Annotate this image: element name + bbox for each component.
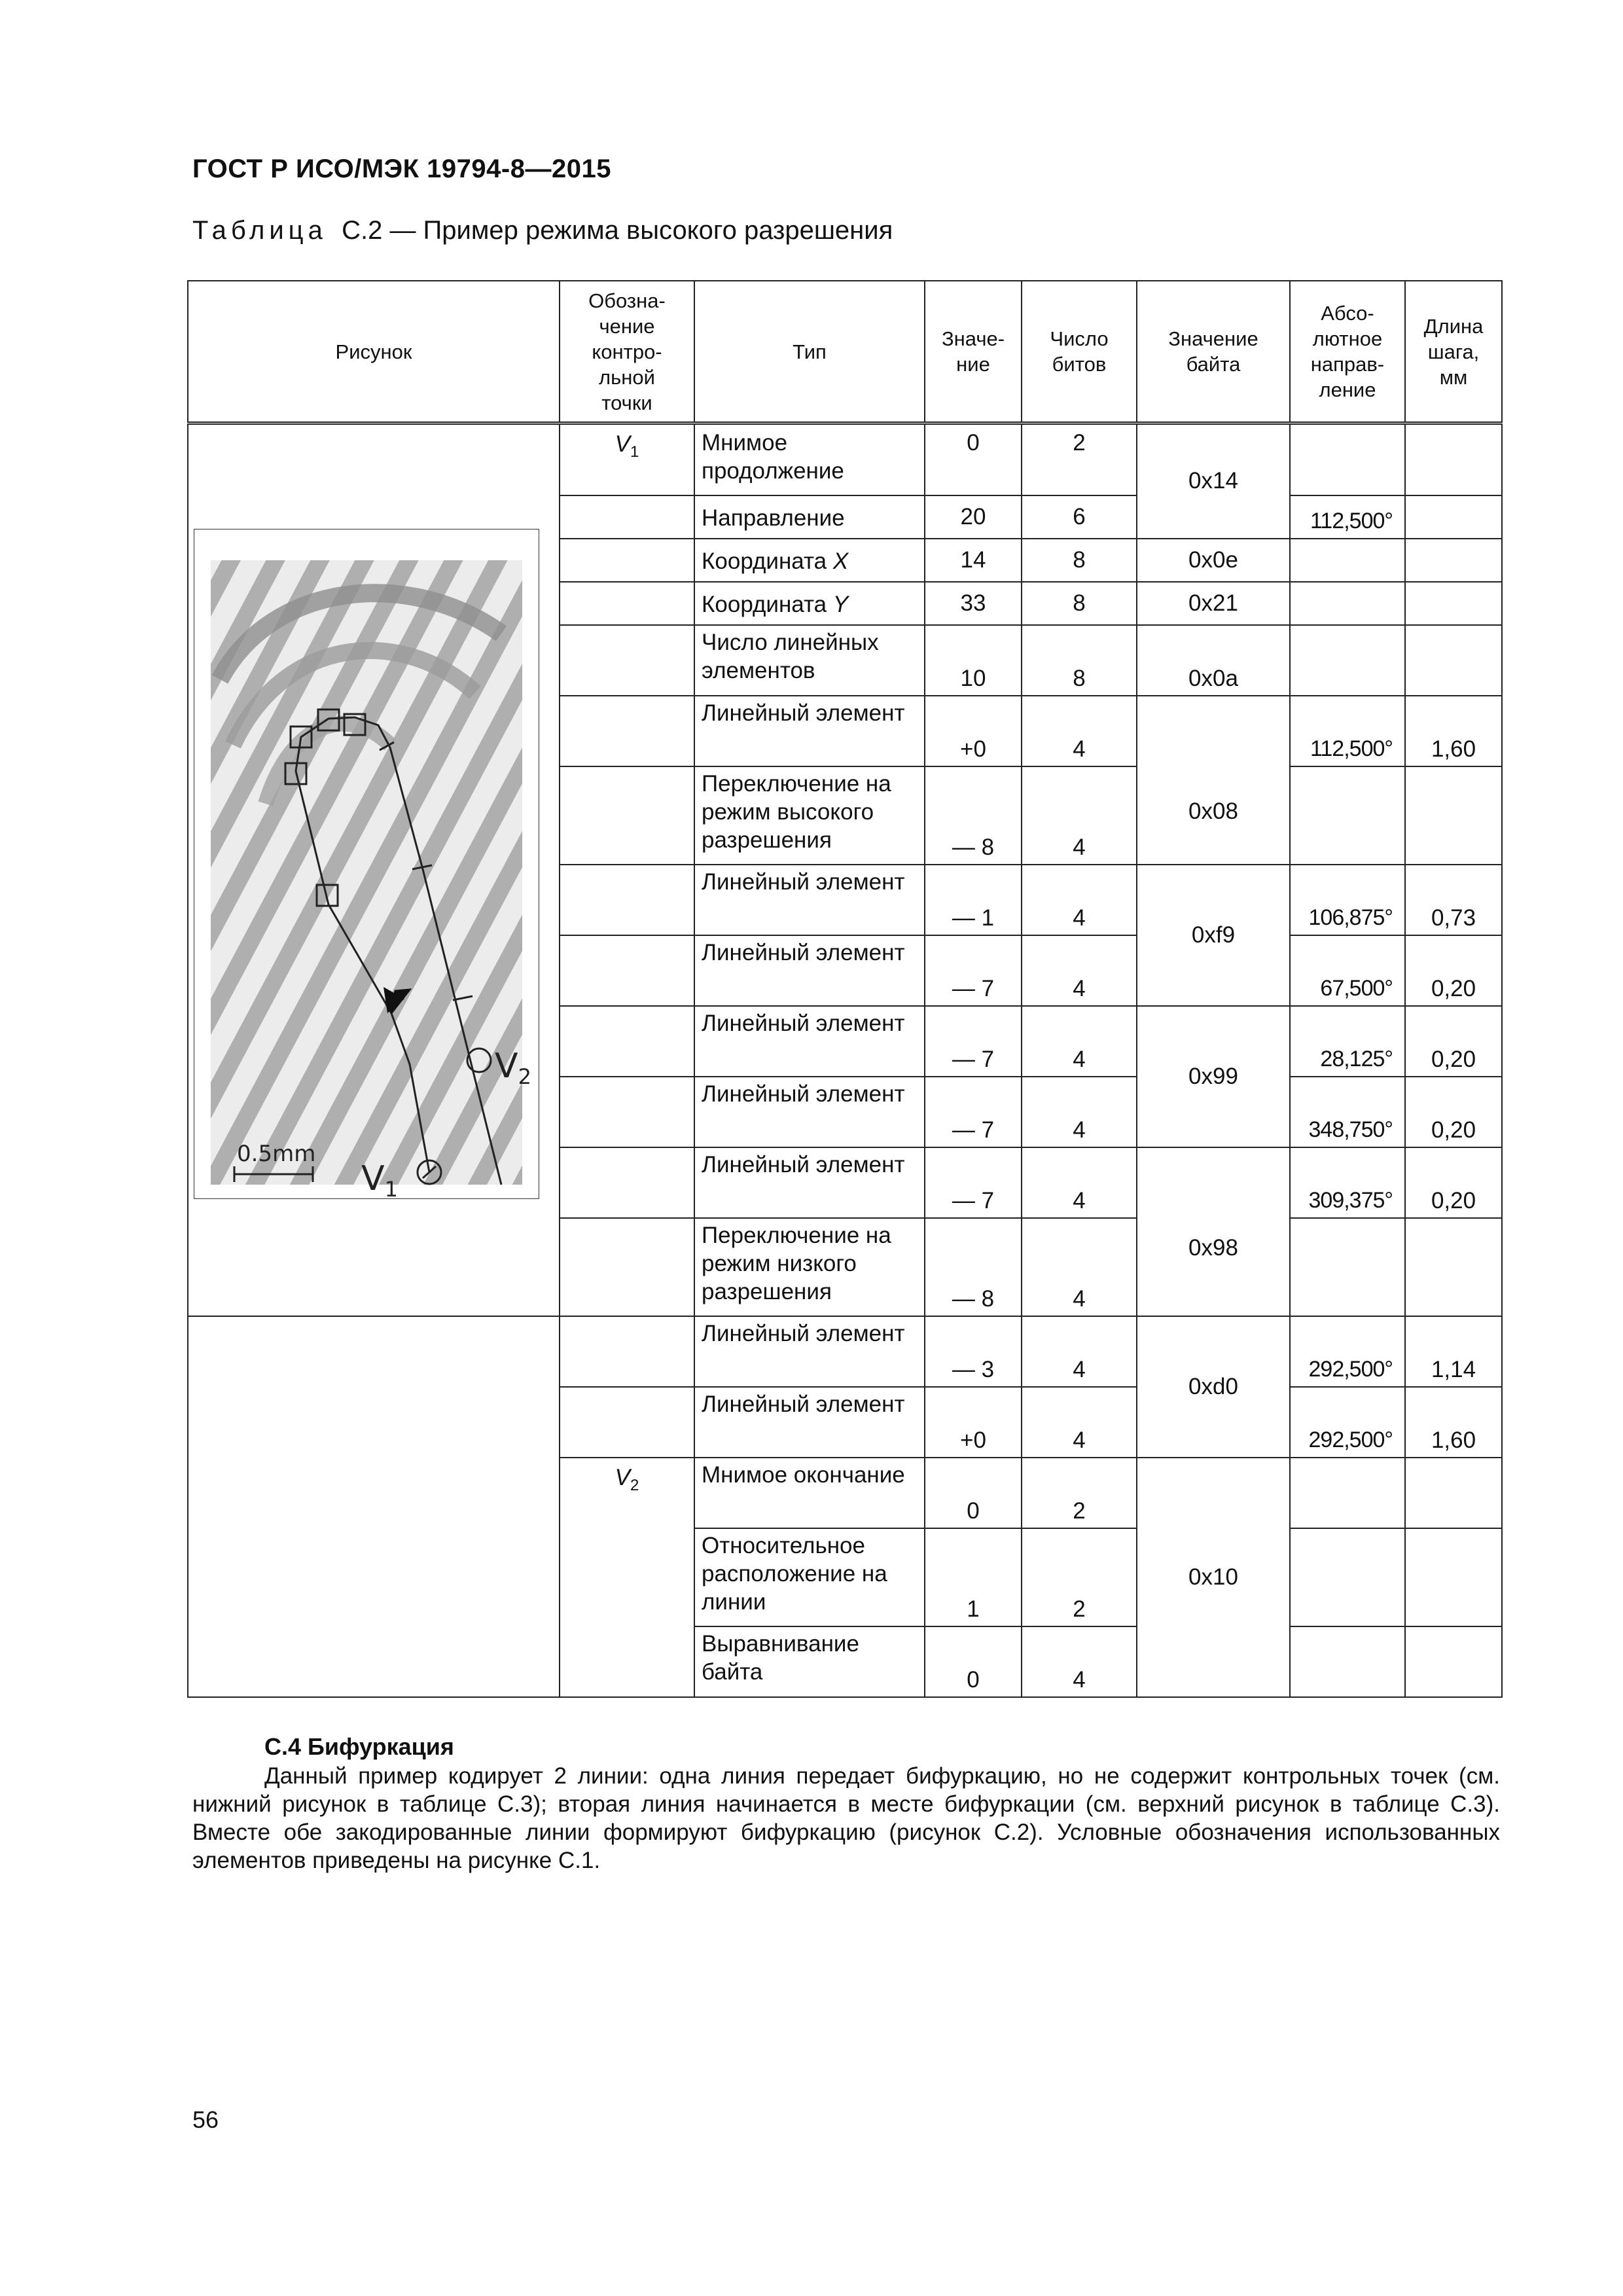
bits-cell: 4 [1022, 1147, 1137, 1218]
byte-cell: 0x98 [1137, 1147, 1290, 1316]
length-cell [1405, 423, 1502, 495]
control-point [560, 539, 694, 582]
length-cell: 0,20 [1405, 935, 1502, 1006]
bits-cell: 2 [1022, 423, 1137, 495]
control-point [560, 766, 694, 865]
header-step-length: Длина шага, мм [1405, 281, 1502, 423]
value-cell: — 1 [925, 865, 1022, 935]
value-cell: +0 [925, 696, 1022, 766]
header-value: Значе- ние [925, 281, 1022, 423]
bits-cell: 6 [1022, 495, 1137, 539]
value-cell: — 3 [925, 1316, 1022, 1387]
type-cell: Переключение на режим низкого разрешения [694, 1218, 925, 1316]
angle-cell [1290, 539, 1405, 582]
control-point [560, 1077, 694, 1147]
byte-cell: 0x99 [1137, 1006, 1290, 1147]
type-cell: Направление [694, 495, 925, 539]
scale-label: 0.5mm [237, 1141, 316, 1167]
control-point: $V_1$ [560, 423, 694, 495]
length-cell [1405, 539, 1502, 582]
control-point [560, 865, 694, 935]
type-cell: Координата Y [694, 582, 925, 625]
header-type: Тип [694, 281, 925, 423]
length-cell [1405, 1458, 1502, 1528]
length-cell [1405, 582, 1502, 625]
type-cell: Мнимое окончание [694, 1458, 925, 1528]
table-caption-lead: Таблица [192, 216, 327, 245]
table-row [188, 423, 1502, 495]
control-point [560, 696, 694, 766]
value-cell: — 7 [925, 1147, 1022, 1218]
angle-cell: 309,375° [1290, 1147, 1405, 1218]
value-cell: 0 [925, 1626, 1022, 1697]
page-number: 56 [192, 2106, 219, 2133]
byte-cell: 0x0e [1137, 539, 1290, 582]
control-point [560, 1387, 694, 1458]
header-abs-direction: Абсо- лютное направ- ление [1290, 281, 1405, 423]
standard-header: ГОСТ Р ИСО/МЭК 19794-8—2015 [192, 154, 611, 183]
angle-cell [1290, 1218, 1405, 1316]
table-caption [192, 216, 893, 245]
byte-cell: 0x08 [1137, 696, 1290, 865]
bits-cell: 2 [1022, 1528, 1137, 1626]
type-cell: Линейный элемент [694, 1006, 925, 1077]
type-cell: Линейный элемент [694, 1077, 925, 1147]
value-cell: 0 [925, 423, 1022, 495]
byte-cell: 0x14 [1137, 423, 1290, 539]
angle-cell [1290, 582, 1405, 625]
type-cell: Мнимое продолжение [694, 423, 925, 495]
length-cell [1405, 766, 1502, 865]
bits-cell: 4 [1022, 1316, 1137, 1387]
header-figure: Рисунок [188, 281, 560, 423]
byte-cell: 0xf9 [1137, 865, 1290, 1006]
value-cell: — 7 [925, 935, 1022, 1006]
bits-cell: 4 [1022, 1387, 1137, 1458]
control-point [560, 582, 694, 625]
start-label: V1 [361, 1159, 398, 1199]
bits-cell: 4 [1022, 865, 1137, 935]
bits-cell: 4 [1022, 935, 1137, 1006]
value-cell: — 8 [925, 766, 1022, 865]
angle-cell: 67,500° [1290, 935, 1405, 1006]
header-bits: Число битов [1022, 281, 1137, 423]
angle-cell: 106,875° [1290, 865, 1405, 935]
bits-cell: 8 [1022, 625, 1137, 696]
value-cell: 33 [925, 582, 1022, 625]
byte-cell: 0x0a [1137, 625, 1290, 696]
length-cell [1405, 1218, 1502, 1316]
fingerprint-figure [194, 529, 539, 1199]
type-cell: Линейный элемент [694, 1147, 925, 1218]
byte-cell: 0xd0 [1137, 1316, 1290, 1458]
length-cell: 1,14 [1405, 1316, 1502, 1387]
bits-cell: 4 [1022, 696, 1137, 766]
length-cell [1405, 495, 1502, 539]
value-cell: 0 [925, 1458, 1022, 1528]
type-cell: Линейный элемент [694, 935, 925, 1006]
bits-cell: 4 [1022, 1077, 1137, 1147]
angle-cell [1290, 766, 1405, 865]
fingerprint-svg [194, 529, 539, 1199]
byte-cell: 0x21 [1137, 582, 1290, 625]
angle-cell: 292,500° [1290, 1387, 1405, 1458]
type-cell: Линейный элемент [694, 696, 925, 766]
type-cell: Линейный элемент [694, 865, 925, 935]
angle-cell: 112,500° [1290, 495, 1405, 539]
bits-cell: 4 [1022, 1006, 1137, 1077]
figure-cell-empty [188, 1316, 560, 1697]
table-row [188, 1316, 1502, 1387]
length-cell [1405, 1528, 1502, 1626]
bits-cell: 4 [1022, 1218, 1137, 1316]
value-cell: 20 [925, 495, 1022, 539]
byte-cell: 0x10 [1137, 1458, 1290, 1697]
control-point [560, 625, 694, 696]
header-point: Обозна- чение контро- льной точки [560, 281, 694, 423]
control-point [560, 1218, 694, 1316]
length-cell: 1,60 [1405, 1387, 1502, 1458]
type-cell: Относительное расположение на линии [694, 1528, 925, 1626]
bits-cell: 2 [1022, 1458, 1137, 1528]
control-point [560, 935, 694, 1006]
bits-cell: 4 [1022, 1626, 1137, 1697]
angle-cell [1290, 625, 1405, 696]
value-cell: 10 [925, 625, 1022, 696]
control-point [560, 1147, 694, 1218]
value-cell: — 7 [925, 1006, 1022, 1077]
bits-cell: 8 [1022, 539, 1137, 582]
length-cell: 0,73 [1405, 865, 1502, 935]
length-cell: 0,20 [1405, 1147, 1502, 1218]
control-point [560, 1316, 694, 1387]
type-cell: Переключение на режим высокого разрешения [694, 766, 925, 865]
type-cell: Координата X [694, 539, 925, 582]
value-cell: 1 [925, 1528, 1022, 1626]
type-cell: Линейный элемент [694, 1316, 925, 1387]
type-cell: Линейный элемент [694, 1387, 925, 1458]
ridge-pattern [211, 560, 522, 1185]
length-cell: 0,20 [1405, 1006, 1502, 1077]
control-point [560, 495, 694, 539]
angle-cell: 112,500° [1290, 696, 1405, 766]
header-byte: Значение байта [1137, 281, 1290, 423]
length-cell: 0,20 [1405, 1077, 1502, 1147]
control-point: $V_2$ [560, 1458, 694, 1697]
bits-cell: 8 [1022, 582, 1137, 625]
control-point [560, 1006, 694, 1077]
value-cell: — 8 [925, 1218, 1022, 1316]
angle-cell [1290, 1458, 1405, 1528]
type-cell: Выравнивание байта [694, 1626, 925, 1697]
bits-cell: 4 [1022, 766, 1137, 865]
angle-cell [1290, 1626, 1405, 1697]
length-cell: 1,60 [1405, 696, 1502, 766]
length-cell [1405, 625, 1502, 696]
angle-cell: 28,125° [1290, 1006, 1405, 1077]
section-heading: С.4 Бифуркация [264, 1733, 454, 1760]
section-text: Данный пример кодирует 2 линии: одна линия передает бифуркацию, но не содержит контрольных точек (см. нижний рисунок в таблице С.3); вторая линия начинается в месте бифуркации (см. верхний рисунок в таблице С.3). Вместе обе закодированные линии формируют бифуркацию (рисунок С.2). Условные обозначения использованных элементов приведены на рисунке С.1. [192, 1763, 1500, 1873]
value-cell: +0 [925, 1387, 1022, 1458]
angle-cell: 292,500° [1290, 1316, 1405, 1387]
section-paragraph [192, 1762, 1500, 1874]
length-cell [1405, 1626, 1502, 1697]
angle-cell [1290, 1528, 1405, 1626]
value-cell: — 7 [925, 1077, 1022, 1147]
angle-cell: 348,750° [1290, 1077, 1405, 1147]
type-cell: Число линейных элементов [694, 625, 925, 696]
table-header-row [188, 281, 1502, 423]
value-cell: 14 [925, 539, 1022, 582]
table-caption-title: C.2 — Пример режима высокого разрешения [342, 216, 893, 245]
end-label: V2 [495, 1047, 531, 1089]
angle-cell [1290, 423, 1405, 495]
